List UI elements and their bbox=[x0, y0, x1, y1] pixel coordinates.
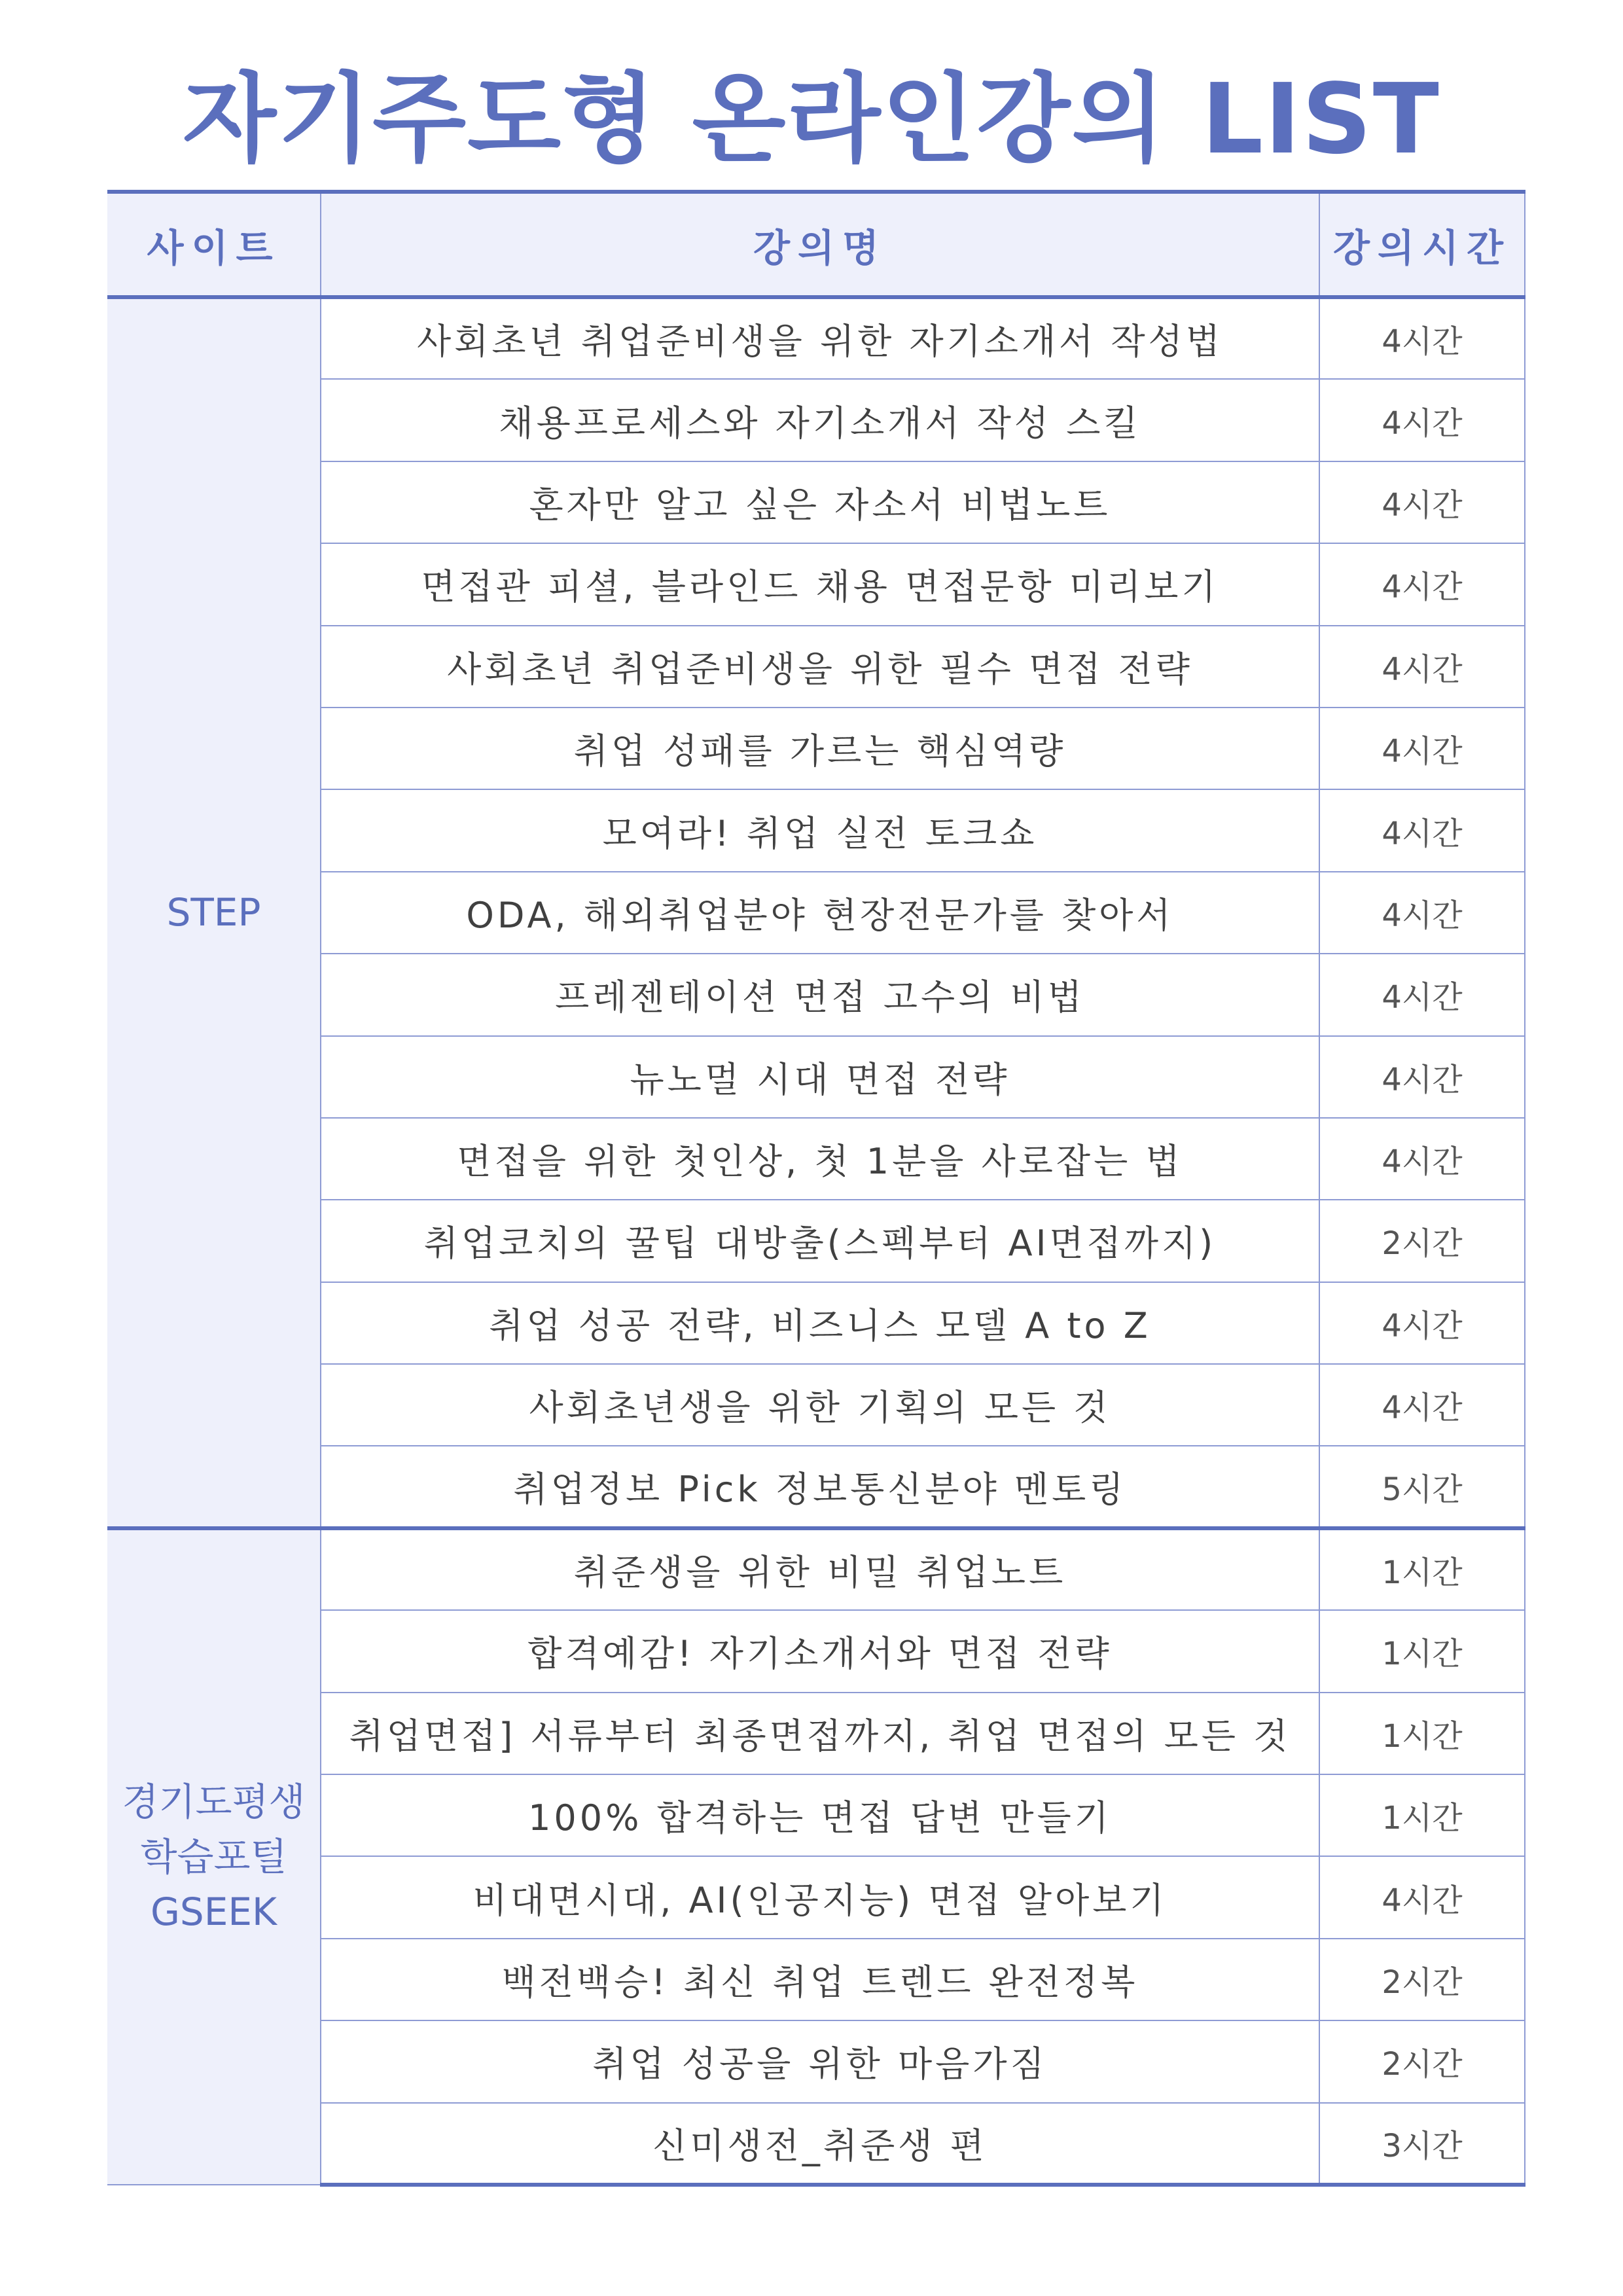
course-hours: 1시간 bbox=[1319, 1528, 1525, 1610]
course-hours: 4시간 bbox=[1319, 1856, 1525, 1938]
course-hours: 4시간 bbox=[1319, 461, 1525, 543]
course-name: 사회초년 취업준비생을 위한 자기소개서 작성법 bbox=[321, 297, 1319, 379]
course-name: 취업코치의 꿀팁 대방출(스펙부터 AI면접까지) bbox=[321, 1200, 1319, 1282]
header-site: 사이트 bbox=[107, 192, 321, 297]
course-hours: 3시간 bbox=[1319, 2103, 1525, 2185]
course-hours: 4시간 bbox=[1319, 1036, 1525, 1118]
course-name: 취업 성패를 가르는 핵심역량 bbox=[321, 708, 1319, 789]
site-name-line: 학습포털 bbox=[140, 1835, 287, 1880]
course-name: 프레젠테이션 면접 고수의 비법 bbox=[321, 954, 1319, 1035]
table-row bbox=[107, 297, 1525, 379]
course-name: 취업 성공 전략, 비즈니스 모델 A to Z bbox=[321, 1282, 1319, 1364]
course-name: 면접을 위한 첫인상, 첫 1분을 사로잡는 법 bbox=[321, 1118, 1319, 1200]
course-hours: 4시간 bbox=[1319, 1364, 1525, 1446]
course-hours: 4시간 bbox=[1319, 1282, 1525, 1364]
site-cell bbox=[107, 297, 321, 1528]
course-hours: 2시간 bbox=[1319, 2020, 1525, 2102]
course-name: 면접관 피셜, 블라인드 채용 면접문항 미리보기 bbox=[321, 543, 1319, 625]
course-name: 비대면시대, AI(인공지능) 면접 알아보기 bbox=[321, 1856, 1319, 1938]
course-name: 채용프로세스와 자기소개서 작성 스킬 bbox=[321, 379, 1319, 461]
course-hours: 4시간 bbox=[1319, 789, 1525, 871]
course-name: 뉴노멀 시대 면접 전략 bbox=[321, 1036, 1319, 1118]
course-hours: 4시간 bbox=[1319, 1118, 1525, 1200]
group-step bbox=[107, 297, 1525, 1528]
course-name: 사회초년생을 위한 기획의 모든 것 bbox=[321, 1364, 1319, 1446]
course-hours: 1시간 bbox=[1319, 1774, 1525, 1856]
site-name-line: GSEEK bbox=[150, 1890, 277, 1935]
course-hours: 4시간 bbox=[1319, 954, 1525, 1035]
header-hours: 강의시간 bbox=[1319, 192, 1525, 297]
group-gseek bbox=[107, 1528, 1525, 2185]
site-name-line: STEP bbox=[166, 890, 261, 935]
course-hours: 4시간 bbox=[1319, 297, 1525, 379]
course-name: 취업정보 Pick 정보통신분야 멘토링 bbox=[321, 1446, 1319, 1528]
course-hours: 2시간 bbox=[1319, 1939, 1525, 2020]
course-hours: 2시간 bbox=[1319, 1200, 1525, 1282]
course-name: 신미생전_취준생 편 bbox=[321, 2103, 1319, 2185]
course-hours: 4시간 bbox=[1319, 379, 1525, 461]
table-header bbox=[107, 192, 1525, 297]
course-name: 취준생을 위한 비밀 취업노트 bbox=[321, 1528, 1319, 1610]
course-name: 합격예감! 자기소개서와 면접 전략 bbox=[321, 1610, 1319, 1692]
site-name-line: 경기도평생 bbox=[122, 1780, 306, 1825]
course-name: 취업 성공을 위한 마음가짐 bbox=[321, 2020, 1319, 2102]
course-hours: 4시간 bbox=[1319, 626, 1525, 708]
site-cell bbox=[107, 1528, 321, 2185]
course-name: 100% 합격하는 면접 답변 만들기 bbox=[321, 1774, 1319, 1856]
course-name: 모여라! 취업 실전 토크쇼 bbox=[321, 789, 1319, 871]
course-hours: 5시간 bbox=[1319, 1446, 1525, 1528]
course-name: ODA, 해외취업분야 현장전문가를 찾아서 bbox=[321, 872, 1319, 954]
header-row bbox=[107, 192, 1525, 297]
course-name: 백전백승! 최신 취업 트렌드 완전정복 bbox=[321, 1939, 1319, 2020]
course-name: 사회초년 취업준비생을 위한 필수 면접 전략 bbox=[321, 626, 1319, 708]
course-name: 취업면접] 서류부터 최종면접까지, 취업 면접의 모든 것 bbox=[321, 1693, 1319, 1774]
course-name: 혼자만 알고 싶은 자소서 비법노트 bbox=[321, 461, 1319, 543]
header-course-name: 강의명 bbox=[321, 192, 1319, 297]
course-hours: 1시간 bbox=[1319, 1610, 1525, 1692]
course-hours: 4시간 bbox=[1319, 543, 1525, 625]
page-title: 자기주도형 온라인강의 LIST bbox=[183, 63, 1440, 175]
course-hours: 4시간 bbox=[1319, 872, 1525, 954]
course-hours: 1시간 bbox=[1319, 1693, 1525, 1774]
course-hours: 4시간 bbox=[1319, 708, 1525, 789]
table-row bbox=[107, 1528, 1525, 1610]
course-table bbox=[107, 190, 1525, 2187]
